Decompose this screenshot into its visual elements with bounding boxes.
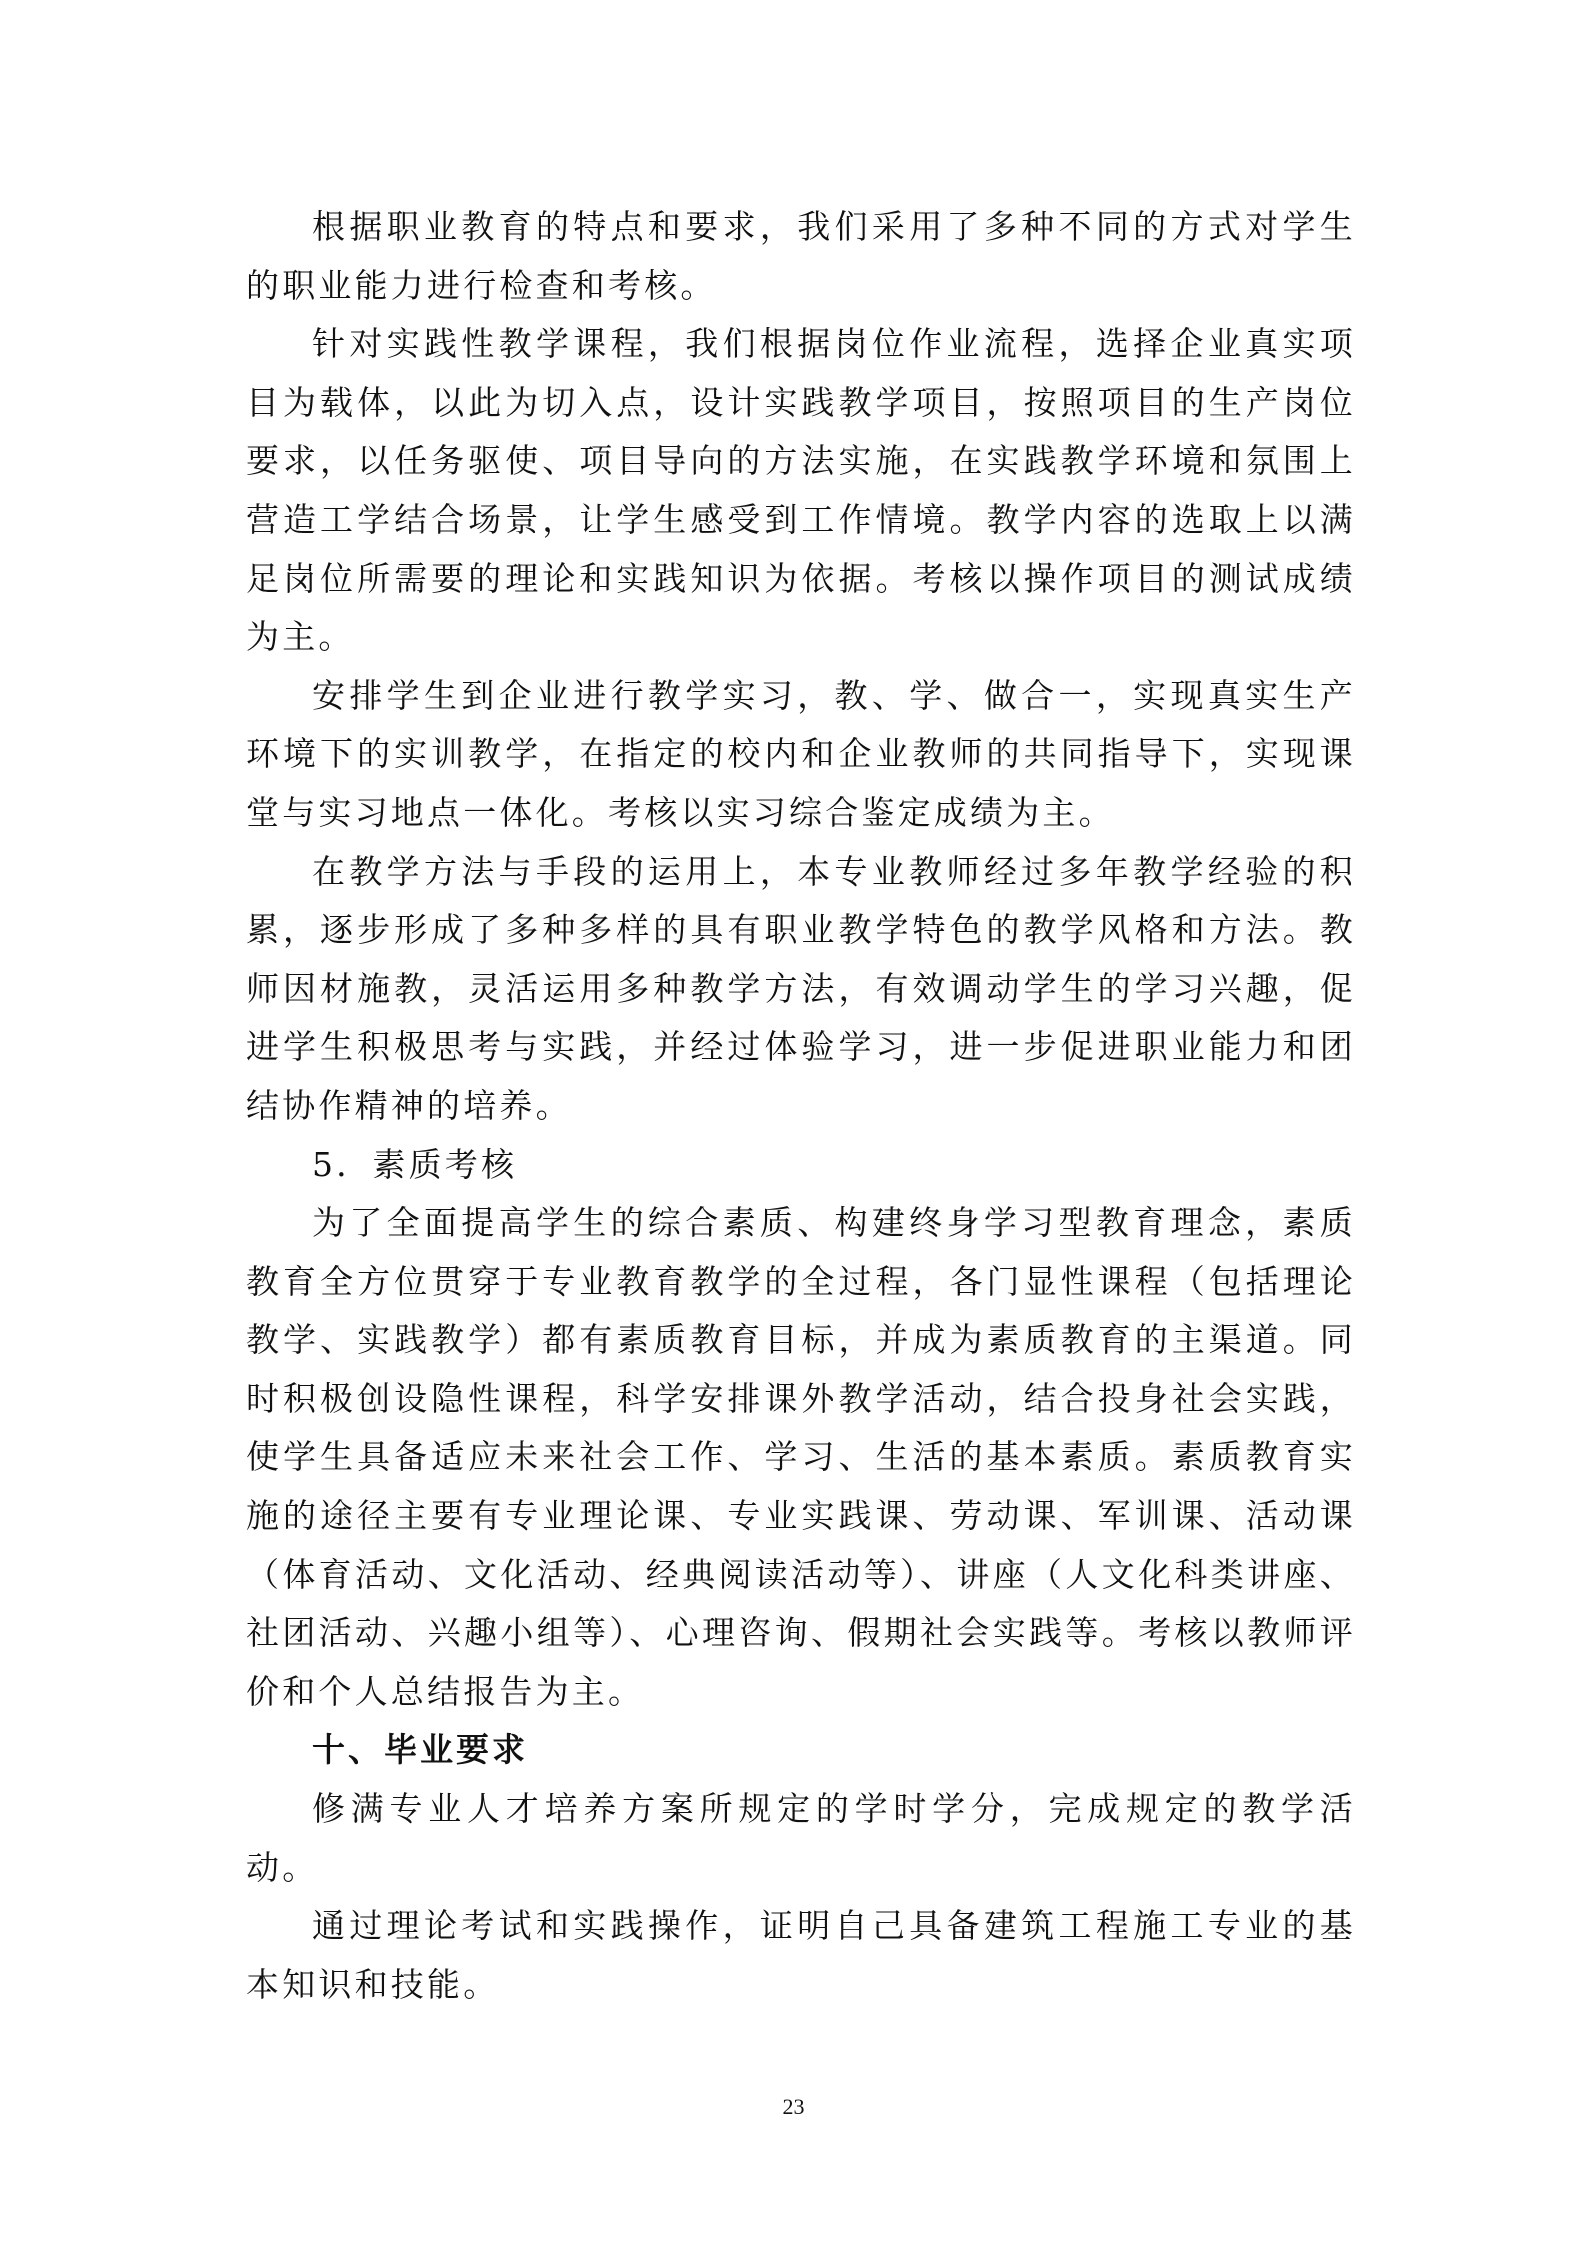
- assessment-methods-paragraph: 根据职业教育的特点和要求，我们采用了多种不同的方式对学生的职业能力进行检查和考核。: [246, 207, 1356, 305]
- teaching-methods-paragraph: 在教学方法与手段的运用上，本专业教师经过多年教学经验的积累，逐步形成了多种多样的具有职业教学特色的教学风格和方法。教师因材施教，灵活运用多种教学方法，有效调动学生的学习兴趣，促进学生积极思考与实践，并经过体验学习，进一步促进职业能力和团结协作精神的培养。: [246, 851, 1356, 1125]
- internship-paragraph: 安排学生到企业进行教学实习，教、学、做合一，实现真实生产环境下的实训教学，在指定的校内和企业教师的共同指导下，实现课堂与实习地点一体化。考核以实习综合鉴定成绩为主。: [246, 675, 1356, 832]
- exam-requirement-paragraph: 通过理论考试和实践操作，证明自己具备建筑工程施工专业的基本知识和技能。: [246, 1906, 1356, 2004]
- practical-course-paragraph: 针对实践性教学课程，我们根据岗位作业流程，选择企业真实项目为载体，以此为切入点，设计实践教学项目，按照项目的生产岗位要求，以任务驱使、项目导向的方法实施，在实践教学环境和氛围上营造工学结合场景，让学生感受到工作情境。教学内容的选取上以满足岗位所需要的理论和实践知识为依据。考核以操作项目的测试成绩为主。: [246, 324, 1356, 657]
- graduation-requirements-heading: 十、毕业要求: [312, 1730, 528, 1770]
- quality-assessment-subheading: 5．素质考核: [312, 1144, 518, 1184]
- page-body: [246, 198, 1356, 2014]
- quality-assessment-paragraph: 为了全面提高学生的综合素质、构建终身学习型教育理念，素质教育全方位贯穿于专业教育教学的全过程，各门显性课程（包括理论教学、实践教学）都有素质教育目标，并成为素质教育的主渠道。同时积极创设隐性课程，科学安排课外教学活动，结合投身社会实践，使学生具备适应未来社会工作、学习、生活的基本素质。素质教育实施的途径主要有专业理论课、专业实践课、劳动课、军训课、活动课（体育活动、文化活动、经典阅读活动等）、讲座（人文化科类讲座、社团活动、兴趣小组等）、心理咨询、假期社会实践等。考核以教师评价和个人总结报告为主。: [246, 1203, 1356, 1711]
- page-number: 23: [782, 2094, 805, 2119]
- credit-requirement-paragraph: 修满专业人才培养方案所规定的学时学分，完成规定的教学活动。: [246, 1789, 1356, 1887]
